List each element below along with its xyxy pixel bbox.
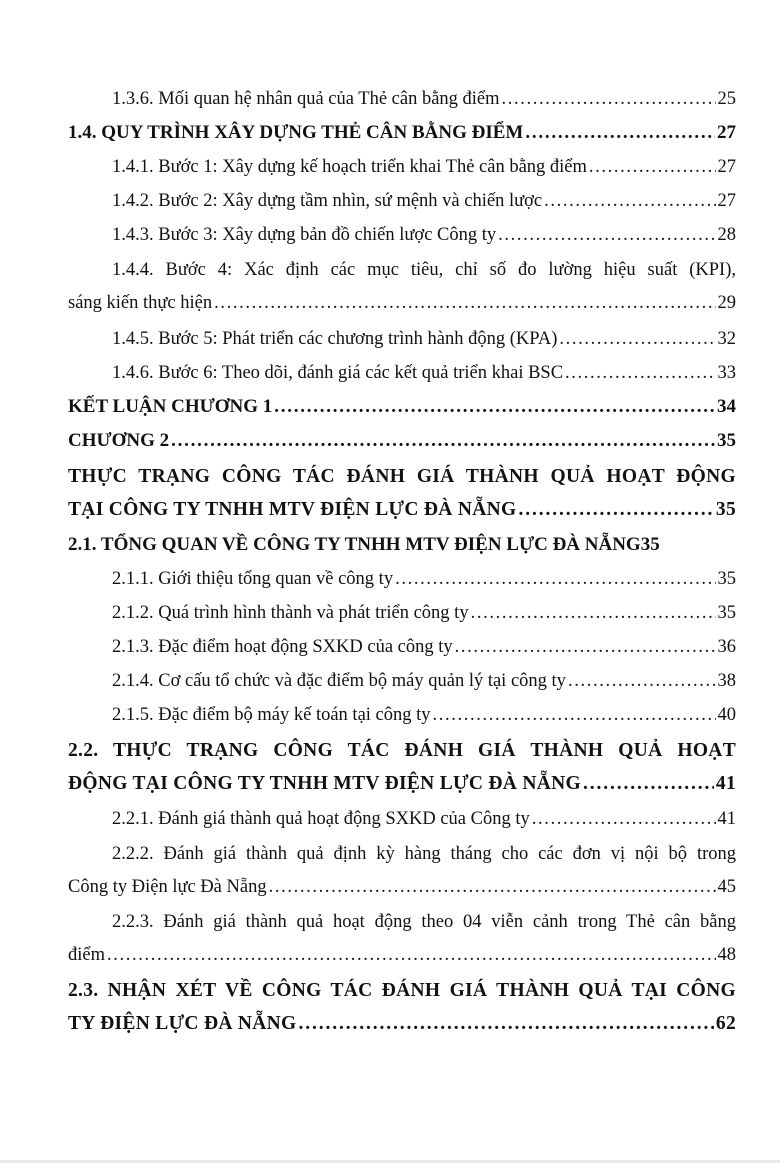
toc-entry-page: 45 <box>717 877 736 897</box>
toc-entry <box>68 528 736 562</box>
toc-entry <box>68 150 736 184</box>
toc-entry-title: 2.1.4. Cơ cấu tổ chức và đặc điểm bộ máy quản lý tại công ty <box>112 671 566 691</box>
toc-entry-title: 2.1. TỔNG QUAN VỀ CÔNG TY TNHH MTV ĐIỆN LỰC ĐÀ NẴNG35 <box>68 534 660 555</box>
toc-entry-title-line1: 1.4.4. Bước 4: Xác định các mục tiêu, chỉ số đo lường hiệu suất (KPI), <box>112 260 736 280</box>
toc-leader-dots <box>544 184 715 218</box>
toc-entry-page: 29 <box>717 293 736 313</box>
toc-entry-page: 27 <box>717 157 736 177</box>
toc-entry-title-line1: 2.2.3. Đánh giá thành quả hoạt động theo 04 viễn cảnh trong Thẻ cân bằng <box>112 912 736 932</box>
toc-entry <box>68 254 736 320</box>
toc-entry-title: 1.4.6. Bước 6: Theo dõi, đánh giá các kết quả triển khai BSC <box>112 363 564 383</box>
toc-entry-title-line2: TẠI CÔNG TY TNHH MTV ĐIỆN LỰC ĐÀ NẴNG <box>68 499 517 520</box>
toc-entry-page: 25 <box>717 89 736 109</box>
toc-leader-dots <box>274 390 715 424</box>
toc-leader-dots <box>565 356 715 390</box>
toc-entry <box>68 698 736 732</box>
toc-entry <box>68 390 736 424</box>
toc-entry <box>68 116 736 150</box>
toc-entry-title: 2.1.1. Giới thiệu tổng quan về công ty <box>112 569 394 589</box>
toc-leader-dots <box>269 871 716 904</box>
table-of-contents <box>68 82 736 1034</box>
toc-entry-title-line1: 2.3. NHẬN XÉT VỀ CÔNG TÁC ĐÁNH GIÁ THÀNH QUẢ TẠI CÔNG <box>68 980 736 1001</box>
toc-entry-page: 38 <box>717 671 736 691</box>
toc-entry <box>68 424 736 458</box>
toc-entry-page: 35 <box>715 499 736 520</box>
toc-entry-title: 1.4.1. Bước 1: Xây dựng kế hoạch triển khai Thẻ cân bằng điểm <box>112 157 587 177</box>
toc-entry-page: 36 <box>717 637 736 657</box>
toc-entry-title: 2.2.1. Đánh giá thành quả hoạt động SXKD của Công ty <box>112 809 530 829</box>
toc-entry <box>68 184 736 218</box>
toc-entry-title-line2: sáng kiến thực hiện <box>68 293 213 313</box>
toc-entry-page: 35 <box>717 603 736 623</box>
toc-entry <box>68 802 736 836</box>
toc-entry <box>68 974 736 1040</box>
toc-entry <box>68 356 736 390</box>
toc-entry <box>68 322 736 356</box>
toc-leader-dots <box>589 150 716 184</box>
toc-entry-page: 27 <box>717 122 736 143</box>
toc-leader-dots <box>299 1007 714 1040</box>
toc-leader-dots <box>532 802 716 836</box>
toc-entry-title: CHƯƠNG 2 <box>68 430 170 451</box>
toc-entry-title-line2: TY ĐIỆN LỰC ĐÀ NẴNG <box>68 1013 297 1034</box>
toc-entry-title-line1: 2.2.2. Đánh giá thành quả định kỳ hàng tháng cho các đơn vị nội bộ trong <box>112 844 736 864</box>
toc-entry-page: 41 <box>715 773 736 794</box>
toc-leader-dots <box>433 698 716 732</box>
toc-entry-title: 1.4.3. Bước 3: Xây dựng bản đồ chiến lược Công ty <box>112 225 497 245</box>
toc-entry <box>68 734 736 800</box>
toc-entry-title: 1.4.5. Bước 5: Phát triển các chương trình hành động (KPA) <box>112 329 558 349</box>
toc-entry <box>68 630 736 664</box>
toc-leader-dots <box>559 322 715 356</box>
toc-leader-dots <box>525 116 715 150</box>
toc-entry <box>68 82 736 116</box>
toc-entry-title-line1: THỰC TRẠNG CÔNG TÁC ĐÁNH GIÁ THÀNH QUẢ HOẠT ĐỘNG <box>68 466 736 487</box>
toc-leader-dots <box>583 767 714 800</box>
toc-entry-title: 2.1.2. Quá trình hình thành và phát triển công ty <box>112 603 469 623</box>
toc-leader-dots <box>395 562 715 596</box>
toc-entry-title-line1: 2.2. THỰC TRẠNG CÔNG TÁC ĐÁNH GIÁ THÀNH QUẢ HOẠT <box>68 740 736 761</box>
toc-entry-page: 62 <box>715 1013 736 1034</box>
toc-leader-dots <box>568 664 716 698</box>
toc-entry-page: 32 <box>717 329 736 349</box>
toc-entry-page: 27 <box>717 191 736 211</box>
toc-entry <box>68 906 736 972</box>
toc-entry-page: 48 <box>717 945 736 965</box>
toc-entry-title: 1.3.6. Mối quan hệ nhân quả của Thẻ cân bằng điểm <box>112 89 500 109</box>
toc-leader-dots <box>107 939 716 972</box>
toc-entry-title: 2.1.3. Đặc điểm hoạt động SXKD của công ty <box>112 637 453 657</box>
toc-entry-title: 1.4. QUY TRÌNH XÂY DỰNG THẺ CÂN BẰNG ĐIỂM <box>68 122 524 143</box>
toc-entry <box>68 460 736 526</box>
toc-leader-dots <box>502 82 716 116</box>
toc-entry-page: 28 <box>717 225 736 245</box>
toc-leader-dots <box>214 287 715 320</box>
toc-entry-title-line2: điểm <box>68 945 105 965</box>
toc-leader-dots <box>498 218 715 252</box>
toc-entry <box>68 562 736 596</box>
toc-entry-title-line2: Công ty Điện lực Đà Nẵng <box>68 877 267 897</box>
toc-entry-page: 40 <box>717 705 736 725</box>
toc-entry-title: 1.4.2. Bước 2: Xây dựng tầm nhìn, sứ mệnh và chiến lược <box>112 191 543 211</box>
toc-leader-dots <box>171 424 715 458</box>
toc-entry-page: 41 <box>717 809 736 829</box>
toc-leader-dots <box>455 630 716 664</box>
toc-entry-page: 35 <box>717 430 736 451</box>
toc-entry <box>68 218 736 252</box>
toc-entry-title-line2: ĐỘNG TẠI CÔNG TY TNHH MTV ĐIỆN LỰC ĐÀ NẴNG <box>68 773 581 794</box>
toc-entry-page: 34 <box>717 396 736 417</box>
toc-entry <box>68 596 736 630</box>
toc-entry-page: 33 <box>717 363 736 383</box>
toc-entry-title: 2.1.5. Đặc điểm bộ máy kế toán tại công ty <box>112 705 431 725</box>
toc-entry-title: KẾT LUẬN CHƯƠNG 1 <box>68 396 273 417</box>
toc-entry <box>68 838 736 904</box>
toc-leader-dots <box>471 596 716 630</box>
toc-entry-page: 35 <box>717 569 736 589</box>
toc-leader-dots <box>518 493 713 526</box>
toc-entry <box>68 664 736 698</box>
